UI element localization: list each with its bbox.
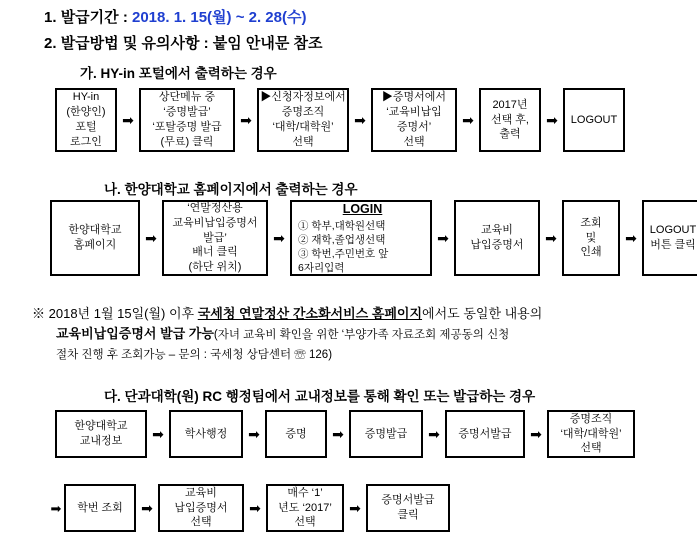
flowchart-c (55, 410, 635, 458)
arrow-right-icon: ➡ (332, 426, 344, 442)
heading-item-1 (44, 6, 306, 27)
flow-b-step-1-line-1: 한양대학교 (68, 224, 122, 237)
note-line-2-bold: 교육비납입증명서 발급 가능 (56, 325, 214, 341)
flow-b-step-2-line-2: 교육비납입증명서 (172, 216, 258, 229)
flow-a-step-1-line-5: 로그인 (70, 135, 102, 148)
arrow-right-icon: ➡ (141, 500, 153, 516)
arrow-right-icon: ➡ (354, 112, 366, 128)
arrow-right-icon: ➡ (437, 230, 449, 246)
flow-a-step-6-line-1: LOGOUT (570, 113, 618, 126)
flow-c-step-2 (169, 410, 243, 458)
flow-b-step-2-line-5: (하단 위치) (188, 261, 242, 274)
flow-d-step-2 (158, 484, 244, 532)
flow-b-step-6-line-1: LOGOUT (649, 224, 697, 237)
flow-c-step-6-line-3: 선택 (580, 442, 602, 455)
flow-b-step-4 (454, 200, 540, 276)
arrow-right-icon: ➡ (240, 112, 252, 128)
heading-item-1-value: 2018. 1. 15(월) ~ 2. 28(수) (131, 9, 307, 26)
flow-a-step-5-line-2: 선택 후, (491, 113, 529, 126)
flow-a-step-2 (139, 88, 235, 152)
flow-b-step-2-line-1: ‘연말정산용 (187, 201, 243, 214)
section-label-b: 나. 한양대학교 홈페이지에서 출력하는 경우 (104, 182, 358, 197)
flow-a-step-1-line-3: 포털 (75, 121, 97, 133)
flow-d-step-3-line-2: 년도 ‘2017’ (278, 501, 332, 514)
flow-a-step-2-line-1: 상단메뉴 중 (158, 91, 216, 104)
note-line-3: 절차 진행 후 조회가능 – 문의 : 국세청 상담센터 ☏ 126) (56, 348, 333, 361)
flow-b-step-3-line-4: 6자리입력 (298, 262, 345, 275)
flow-a-step-4-line-1: ▶증명서에서 (381, 91, 447, 104)
flow-a-step-2-line-4: (무료) 클릭 (160, 135, 214, 148)
flow-b-step-3 (290, 200, 432, 276)
flow-a-step-3-line-2: 증명조직 (281, 106, 325, 119)
flow-a-step-1 (55, 88, 117, 152)
flow-a-step-6 (563, 88, 625, 152)
flow-c-step-3 (265, 410, 327, 458)
flow-c-step-1 (55, 410, 147, 458)
arrow-right-icon: ➡ (545, 230, 557, 246)
section-label-c: 다. 단과대학(원) RC 행정팀에서 교내정보를 통해 확인 또는 발급하는 경우 (104, 389, 536, 404)
note-line-1-part-2: 에서도 동일한 내용의 (422, 306, 543, 321)
flow-a-step-4-line-4: 선택 (403, 135, 425, 148)
flow-a-step-5-line-1: 2017년 (492, 98, 528, 111)
flow-d-step-4 (366, 484, 450, 532)
flow-c-step-1-line-2: 교내정보 (79, 435, 123, 447)
arrow-right-icon: ➡ (349, 500, 361, 516)
flow-b-step-4-line-1: 교육비 (481, 224, 513, 237)
flow-b-step-3-line-3: ③ 학번,주민번호 앞 (298, 247, 389, 260)
arrow-right-icon: ➡ (428, 426, 440, 442)
note-line-2-small: (자녀 교육비 확인을 위한 ‘부양가족 자료조회 제공동의 신청 (213, 328, 510, 341)
note-line-1-highlight: 국세청 연말정산 간소화서비스 홈페이지 (197, 306, 423, 321)
flow-b-step-5-line-3: 인쇄 (580, 246, 602, 259)
heading-item-1-label: 발급기간 : (60, 9, 128, 26)
flow-a-step-3-line-3: ‘대학/대학원’ (272, 121, 334, 133)
flow-c-step-3-line-1: 증명 (285, 427, 307, 440)
flowchart-b (50, 200, 697, 276)
arrow-right-icon: ➡ (625, 230, 637, 246)
flow-d-step-2-line-2: 납입증명서 (174, 501, 228, 514)
flow-b-step-2 (162, 200, 268, 276)
arrow-right-icon: ➡ (248, 426, 260, 442)
section-label-a: 가. HY-in 포털에서 출력하는 경우 (80, 66, 277, 81)
flow-a-step-1-line-2: (한양인) (66, 106, 106, 119)
arrow-right-icon: ➡ (122, 112, 134, 128)
flow-c-step-4 (349, 410, 423, 458)
flow-a-step-2-line-2: ‘증명발급’ (163, 106, 211, 119)
arrow-right-icon: ➡ (546, 112, 558, 128)
flow-b-step-2-line-4: 배너 클릭 (192, 246, 238, 259)
heading-item-2-text: 발급방법 및 유의사항 : 붙임 안내문 참조 (60, 35, 323, 52)
arrow-right-icon: ➡ (50, 500, 62, 516)
flow-d-step-3-line-3: 선택 (294, 516, 316, 529)
arrow-right-icon: ➡ (462, 112, 474, 128)
flow-a-step-2-line-3: ‘포탈증명 발급 (152, 121, 222, 133)
heading-item-2 (44, 32, 323, 53)
flow-a-step-3-line-4: 선택 (292, 135, 314, 148)
flow-a-step-3-line-1: ▶신청자정보에서 (260, 91, 346, 104)
flow-c-step-1-line-1: 한양대학교 (74, 420, 128, 433)
flow-d-step-2-line-3: 선택 (190, 516, 212, 529)
flow-d-step-1-line-1: 학번 조회 (77, 501, 123, 514)
flowchart-d (48, 484, 450, 532)
flow-d-step-4-line-1: 증명서발급 (381, 494, 435, 507)
heading-item-1-number: 1. (44, 9, 57, 26)
flow-a-step-4 (371, 88, 457, 152)
flow-a-step-3 (257, 88, 349, 152)
asterisk-icon: ※ (32, 306, 46, 321)
flow-b-step-5-line-1: 조회 (580, 216, 602, 229)
arrow-right-icon: ➡ (152, 426, 164, 442)
flow-d-step-2-line-1: 교육비 (185, 486, 217, 499)
heading-item-2-number: 2. (44, 35, 57, 52)
flow-b-step-5 (562, 200, 620, 276)
arrow-right-icon: ➡ (145, 230, 157, 246)
flow-b-step-6-line-2: 버튼 클릭 (650, 239, 696, 251)
flowchart-a (55, 88, 625, 152)
flow-a-step-4-line-3: 증명서’ (396, 121, 432, 133)
flow-c-step-6 (547, 410, 635, 458)
flow-b-step-6 (642, 200, 697, 276)
flow-a-step-5-line-3: 출력 (499, 128, 521, 141)
arrow-right-icon: ➡ (273, 230, 285, 246)
arrow-right-icon: ➡ (249, 500, 261, 516)
flow-c-step-2-line-1: 학사행정 (184, 427, 228, 440)
flow-a-step-4-line-2: ‘교육비납입 (386, 106, 442, 119)
flow-c-step-6-line-1: 증명조직 (569, 412, 613, 425)
flow-b-step-3-title: LOGIN (342, 201, 383, 216)
flow-d-step-3-line-1: 매수 ‘1’ (287, 486, 323, 499)
flow-d-step-3 (266, 484, 344, 532)
flow-a-step-1-line-1: HY-in (72, 91, 100, 104)
flow-c-step-6-line-2: ‘대학/대학원’ (560, 427, 622, 440)
flow-c-step-4-line-1: 증명발급 (364, 427, 408, 440)
note-paragraph (32, 304, 680, 364)
arrow-right-icon: ➡ (530, 426, 542, 442)
flow-c-step-5-line-1: 증명서발급 (458, 427, 512, 440)
flow-b-step-1-line-2: 홈페이지 (73, 239, 117, 251)
note-line-1-part-1: 2018년 1월 15일(월) 이후 (48, 306, 198, 321)
flow-a-step-5 (479, 88, 541, 152)
flow-b-step-2-line-3: 발급’ (203, 231, 227, 244)
flow-b-step-4-line-2: 납입증명서 (470, 239, 524, 251)
flow-c-step-5 (445, 410, 525, 458)
flow-d-step-1 (64, 484, 136, 532)
flow-b-step-5-line-2: 및 (585, 231, 597, 244)
flow-b-step-1 (50, 200, 140, 276)
flow-b-step-3-line-1: ① 학부,대학원선택 (298, 219, 386, 232)
flow-b-step-3-line-2: ② 재학,졸업생선택 (298, 233, 386, 246)
flow-d-step-4-line-2: 클릭 (397, 509, 419, 521)
